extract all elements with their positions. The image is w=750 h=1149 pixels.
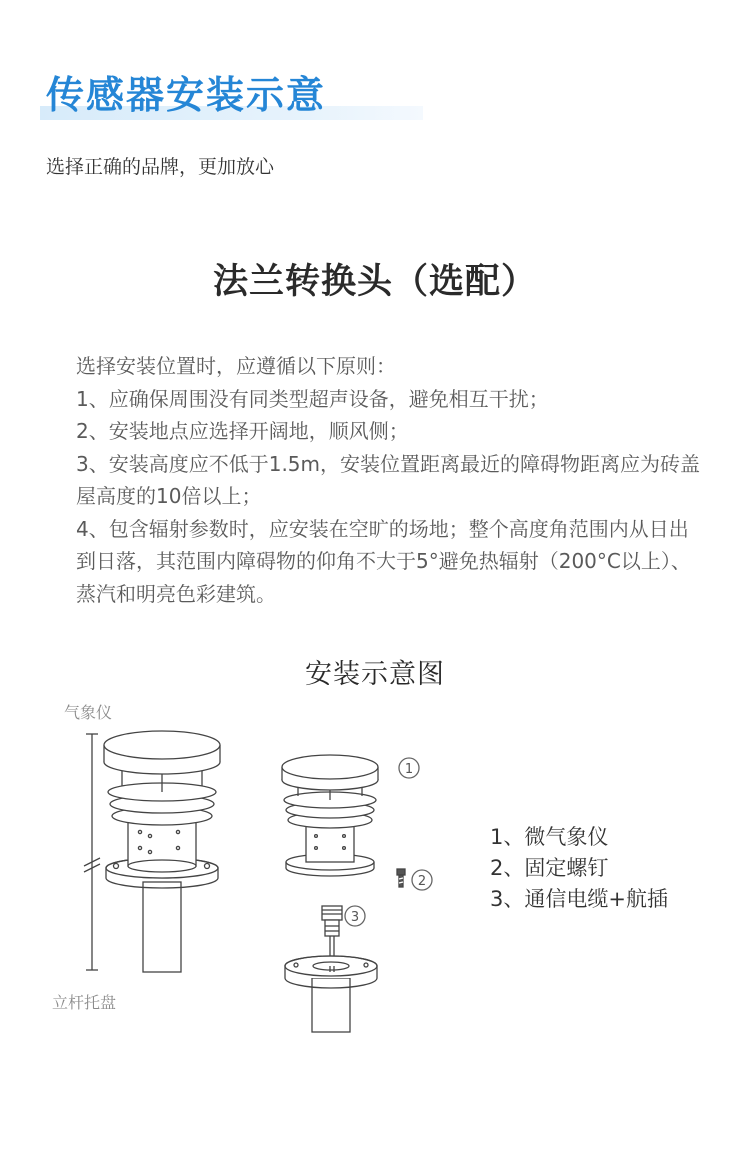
left-weather-instrument (104, 731, 220, 972)
dimension-line (84, 734, 100, 970)
principle-item: 1、应确保周围没有同类型超声设备，避免相互干扰； (76, 386, 549, 411)
diagram-legend (490, 822, 668, 915)
section-heading: 法兰转换头（选配） (212, 262, 537, 302)
label-pole-tray: 立杆托盘 (52, 993, 117, 1012)
legend-item: 2、固定螺钉 (490, 856, 609, 880)
principle-item: 3、安装高度应不低于1.5m，安装位置距离最近的障碍物距离应为砖盖屋高度的10倍以上； (76, 451, 701, 508)
marker-1-number: 1 (404, 762, 414, 777)
marker-1-circle (399, 758, 419, 778)
marker-3-number: 3 (350, 910, 360, 925)
weather-instrument-part (282, 755, 378, 876)
legend-item: 1、微气象仪 (490, 825, 609, 849)
principle-intro: 选择安装位置时，应遵循以下原则： (76, 354, 396, 378)
page-title: 传感器安装示意 (46, 73, 327, 117)
diagram-title: 安装示意图 (305, 659, 445, 690)
marker-2-number: 2 (417, 874, 427, 889)
label-weather-instrument: 气象仪 (64, 703, 113, 722)
legend-item: 3、通信电缆+航插 (490, 887, 668, 911)
principle-item: 4、包含辐射参数时，应安装在空旷的场地；整个高度角范围内从日出到日落，其范围内障碍物的仰角不大于5°避免热辐射（200°C以上）、蒸汽和明亮色彩建筑。 (76, 516, 691, 606)
marker-3-circle (345, 906, 365, 926)
page-subtitle: 选择正确的品牌，更加放心 (46, 156, 275, 178)
marker-2-circle (412, 870, 432, 890)
fixing-screw (397, 869, 405, 887)
principle-item: 2、安装地点应选择开阔地，顺风侧； (76, 419, 409, 443)
pole-tray-part (285, 956, 377, 1032)
